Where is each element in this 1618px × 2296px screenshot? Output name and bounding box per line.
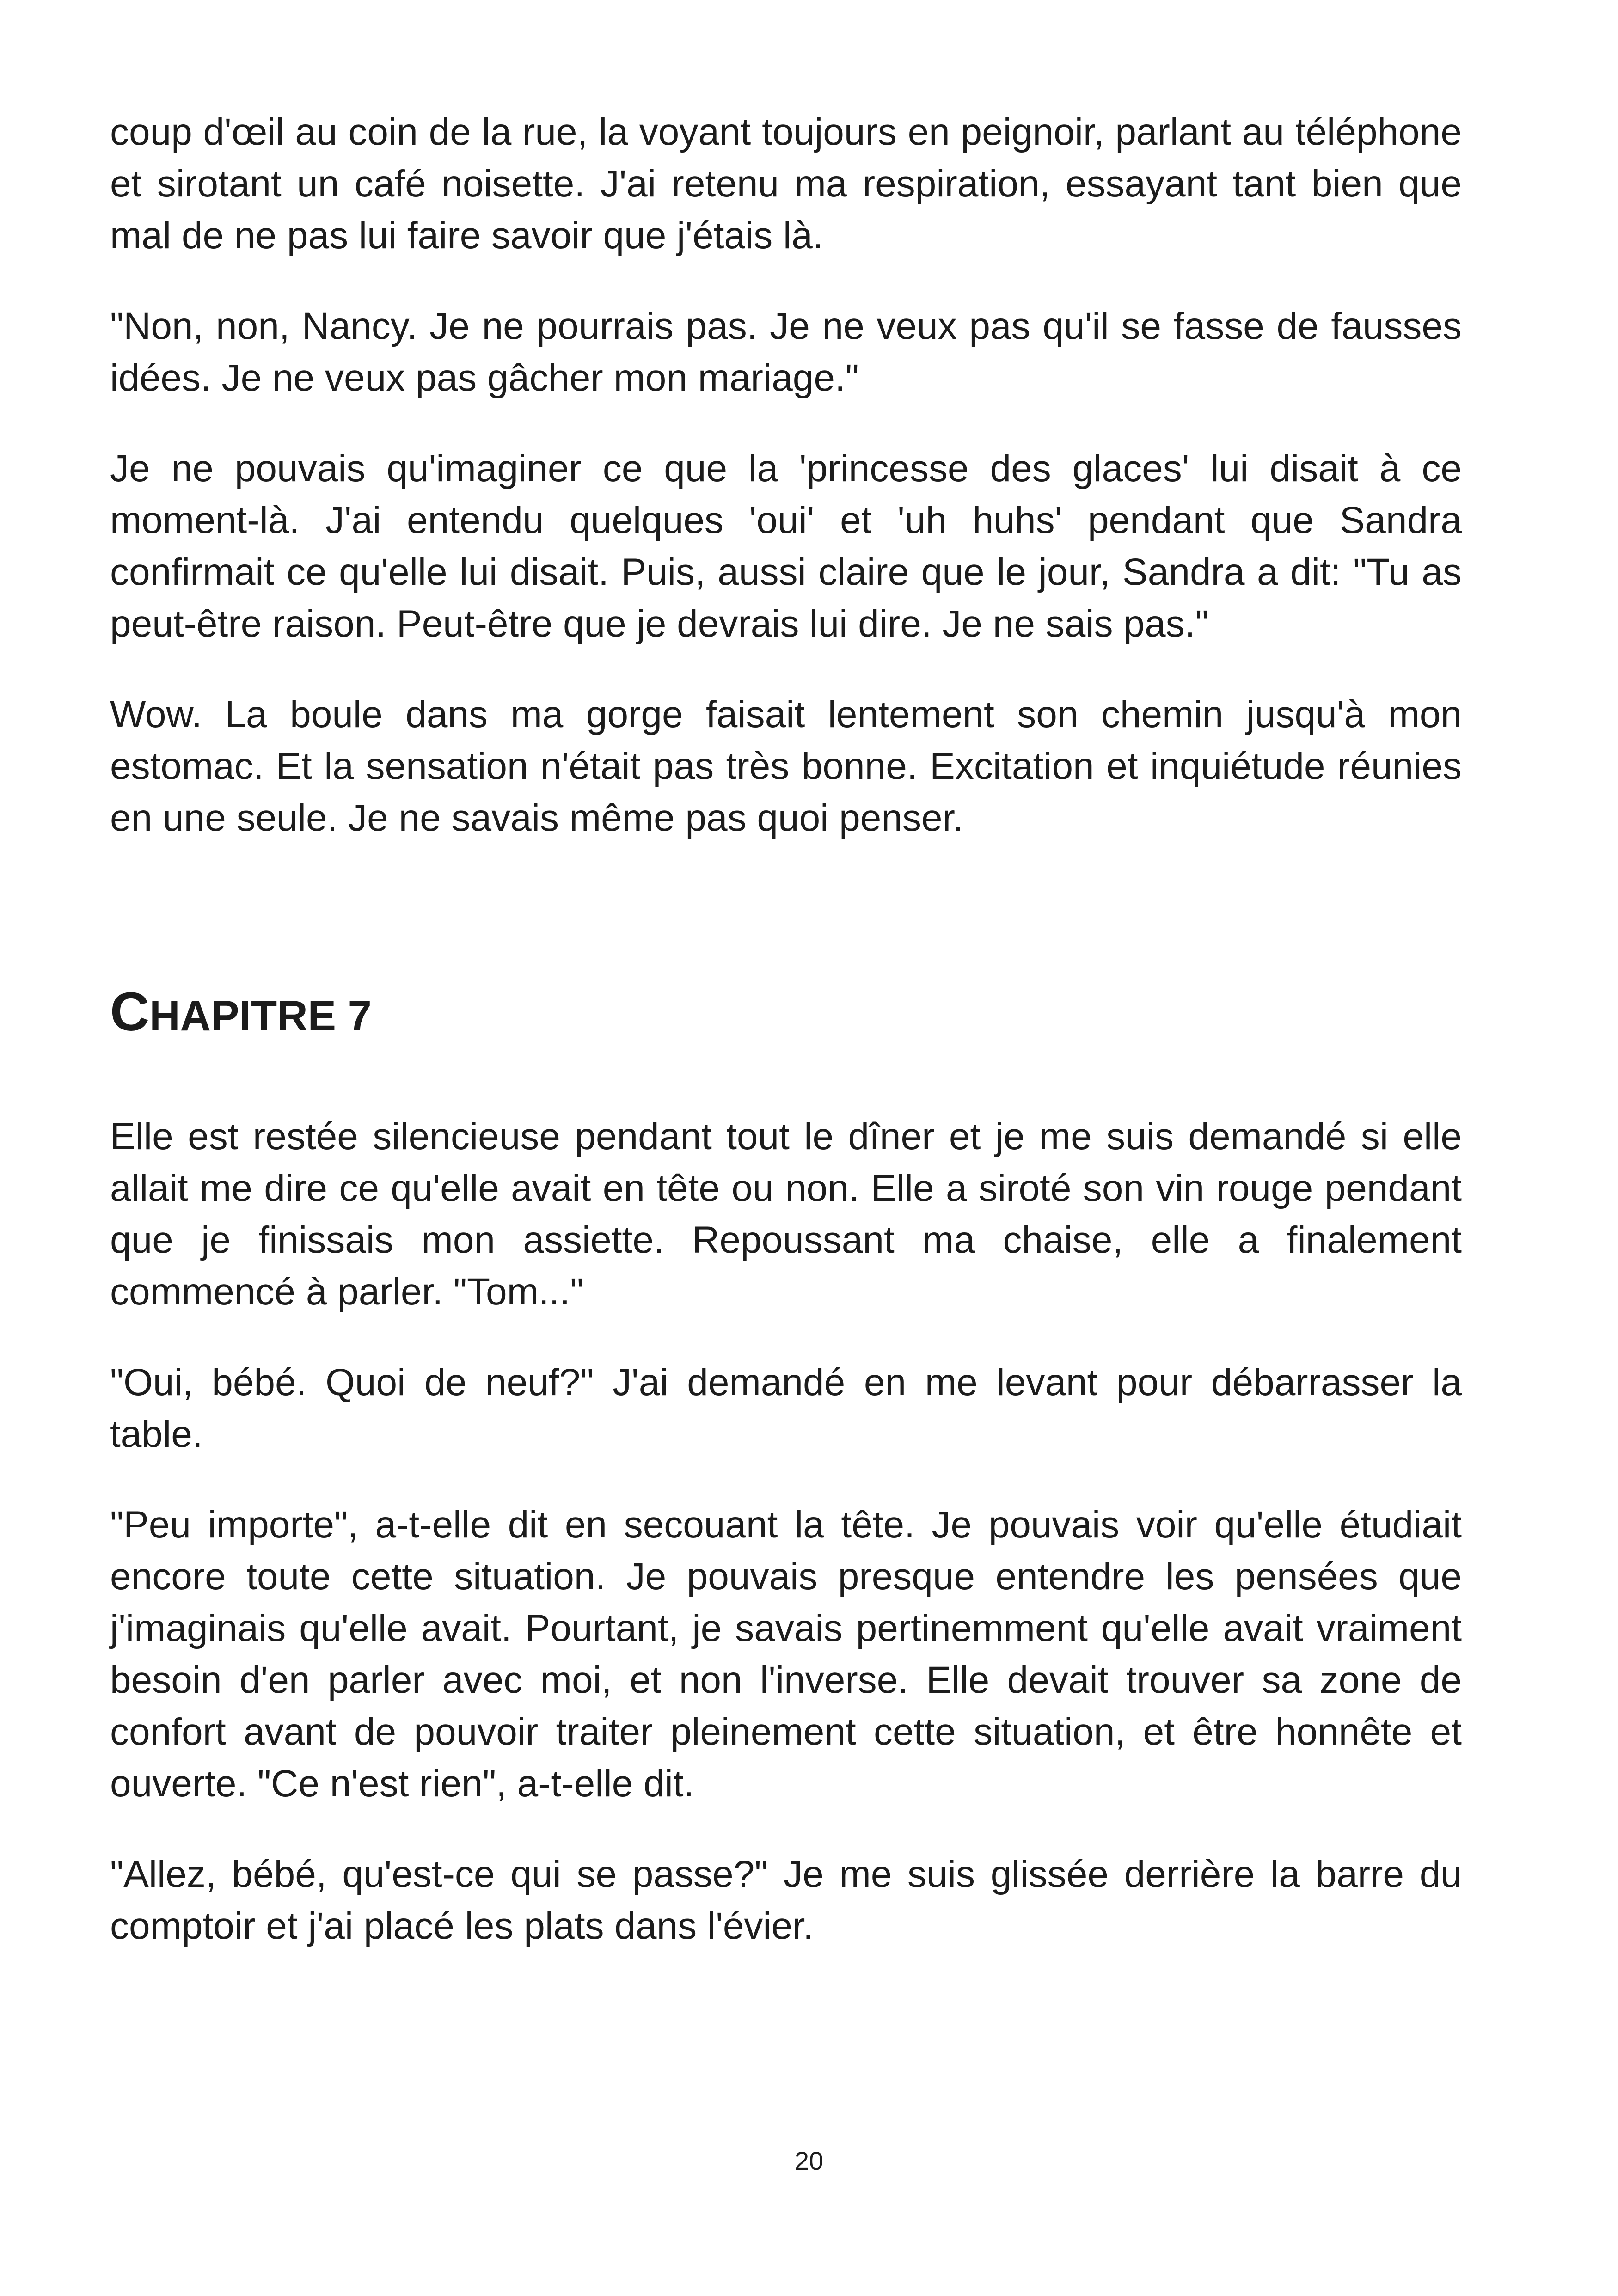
paragraph: "Allez, bébé, qu'est-ce qui se passe?" Je me suis glissée derrière la barre du comptoir et j'ai placé les plats dans l'évier. [110,1853,1462,1947]
chapter-heading [110,982,1462,1046]
paragraph: Je ne pouvais qu'imaginer ce que la 'princesse des glaces' lui disait à ce moment-là. J'ai entendu quelques 'oui' et 'uh huhs' pendant que Sandra confirmait ce qu'elle lui disait. Puis, aussi claire que le jour, Sandra a dit: "Tu as peut-être raison. Peut-être que je devrais lui dire. Je ne sais pas." [110,447,1462,645]
paragraph: Wow. La boule dans ma gorge faisait lentement son chemin jusqu'à mon estomac. Et la sensation n'était pas très bonne. Excitation et inquiétude réunies en une seule. Je ne savais même pas quoi penser. [110,693,1462,839]
paragraph: "Oui, bébé. Quoi de neuf?" J'ai demandé en me levant pour débarrasser la table. [110,1361,1462,1455]
paragraph: "Non, non, Nancy. Je ne pourrais pas. Je ne veux pas qu'il se fasse de fausses idées. Je ne veux pas gâcher mon mariage." [110,305,1462,399]
chapter-heading-initial: C [110,981,150,1042]
paragraph: coup d'œil au coin de la rue, la voyant toujours en peignoir, parlant au téléphone et sirotant un café noisette. J'ai retenu ma respiration, essayant tant bien que mal de ne pas lui faire savoir que j'étais là. [110,111,1462,257]
chapter-heading-rest: HAPITRE 7 [149,992,372,1040]
page-content [110,106,1462,1991]
paragraph: Elle est restée silencieuse pendant tout le dîner et je me suis demandé si elle allait me dire ce qu'elle avait en tête ou non. Elle a siroté son vin rouge pendant que je finissais mon assiette. Repoussant ma chaise, elle a finalement commencé à parler. "Tom..." [110,1115,1462,1313]
paragraph: "Peu importe", a-t-elle dit en secouant la tête. Je pouvais voir qu'elle étudiait encore toute cette situation. Je pouvais presque entendre les pensées que j'imaginais qu'elle avait. Pourtant, je savais pertinemment qu'elle avait vraiment besoin d'en parler avec moi, et non l'inverse. Elle devait trouver sa zone de confort avant de pouvoir traiter pleinement cette situation, et être honnête et ouverte. "Ce n'est rien", a-t-elle dit. [110,1504,1462,1805]
page-number: 20 [794,2146,824,2175]
